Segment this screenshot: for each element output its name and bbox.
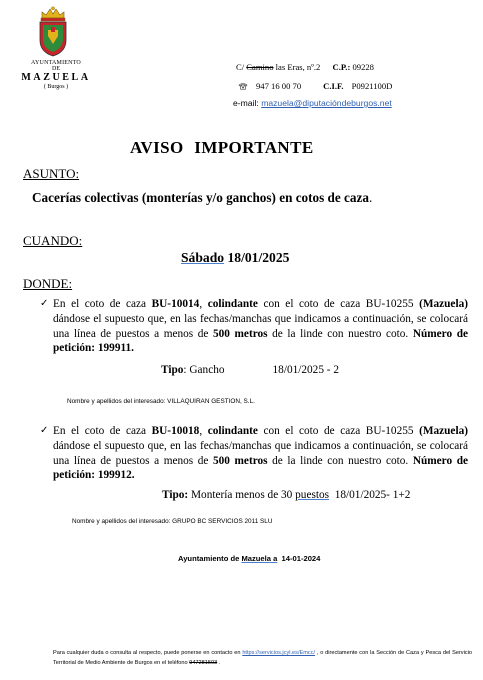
item-colindante: colindante (207, 298, 258, 310)
item-sep: , (199, 298, 208, 310)
item-metros: 500 metros (213, 327, 268, 340)
item-pre: En el coto de caza (53, 425, 152, 437)
cp-label: C.P.: (332, 62, 351, 72)
interesado-line: Nombre y apellidos del interesado: VILLAQUIRAN GESTION, S.L. (67, 398, 255, 405)
tipo-value: Montería menos de 30 (188, 489, 296, 501)
list-item-text (40, 424, 468, 483)
interesado-line: Nombre y apellidos del interesado: GRUPO BC SERVICIOS 2011 SLU (72, 518, 273, 525)
section-asunto: ASUNTO: (23, 166, 80, 181)
coat-of-arms-icon (36, 6, 70, 58)
section-cuando: CUANDO: (23, 233, 83, 248)
address-prefix: C/ (236, 62, 245, 72)
address-line (236, 62, 374, 72)
page-title: AVISO IMPORTANTE (130, 138, 314, 157)
tipo-puestos: puestos (295, 489, 330, 501)
footer-mid: , o directamente con la Sección de Caza y Pesca del Servicio Territorial de Medio Ambiente de Burgos en el teléfono (53, 650, 472, 666)
subject-text (32, 190, 372, 206)
event-day: Sábado (181, 250, 225, 265)
checkmark-icon: ✓ (40, 298, 49, 309)
list-item-text (40, 297, 468, 356)
item-peticion: Número de petición: 199912. (53, 454, 469, 482)
footer-note (53, 649, 472, 668)
item-colindante: colindante (207, 425, 258, 437)
item-metros: 500 metros (213, 454, 268, 467)
cif-label: C.I.F. (323, 81, 344, 91)
item-body: dándose el supuesto que, en las fechas/manchas que indicamos a continuación, se colocará una línea de puestos a menos de (53, 312, 468, 340)
signature-place: Mazuela a (241, 554, 278, 563)
section-donde: DONDE: (23, 276, 73, 291)
footer-phone: 947281503 (189, 659, 218, 666)
footer-link[interactable]: https://servicios.jcyl.es/Emcc/ (242, 650, 316, 656)
footer-pre: Para cualquier duda o consulta al respecto, puede ponerse en contacto en (53, 650, 243, 656)
item-sep: , (199, 425, 208, 437)
event-date-value: 18/01/2025 (227, 250, 290, 265)
address-street-struck: Camino (246, 62, 274, 72)
municipality-province: ( Burgos ) (43, 84, 69, 90)
phone-number: 947 16 00 70 (256, 81, 302, 91)
tipo-label: Tipo (161, 364, 184, 376)
email-line (233, 98, 392, 108)
telephone-icon (238, 82, 248, 90)
address-street: las Eras, nº.2 (275, 62, 321, 72)
item-post: de la linde con nuestro coto. (267, 327, 413, 340)
tipo-label: Tipo: (162, 489, 189, 501)
item-mazuela: (Mazuela) (419, 298, 468, 310)
signature-date: 14-01-2024 (277, 554, 321, 563)
municipality-name: MAZUELA (21, 72, 91, 83)
item-mid: con el coto de caza BU-10255 (257, 298, 420, 310)
tipo-date: 18/01/2025- 1+2 (329, 489, 411, 501)
item-post: de la linde con nuestro coto. (267, 454, 413, 467)
signature-line (178, 554, 320, 563)
municipality-line2: DE (52, 66, 60, 72)
email-label: e-mail: (233, 98, 259, 108)
list-item (40, 424, 468, 483)
footer-post: . (217, 659, 221, 666)
event-date (181, 250, 289, 266)
signature-pre: Ayuntamiento de (178, 554, 242, 563)
item-pre: En el coto de caza (53, 298, 152, 310)
cp-value: 09228 (352, 62, 374, 72)
tipo-value: : Gancho (183, 364, 225, 376)
tipo-line (162, 489, 410, 501)
item-peticion: Número de petición: 199911. (53, 327, 469, 355)
item-body: dándose el supuesto que, en las fechas/manchas que indicamos a continuación, se colocará una línea de puestos a menos de (53, 439, 468, 467)
item-coto: BU-10014 (151, 298, 200, 310)
subject-main: Cacerías colectivas (monterías y/o ganchos) en cotos de caza (32, 190, 369, 205)
checkmark-icon: ✓ (40, 425, 49, 436)
item-mazuela: (Mazuela) (419, 425, 468, 437)
tipo-date: 18/01/2025 - 2 (272, 364, 340, 376)
phone-line (238, 81, 392, 91)
municipality-line1: AYUNTAMIENTO (31, 60, 81, 66)
subject-end: . (368, 190, 373, 205)
tipo-line (161, 364, 339, 376)
item-mid: con el coto de caza BU-10255 (257, 425, 420, 437)
item-coto: BU-10018 (151, 425, 200, 437)
cif-value: P0921100D (351, 81, 393, 91)
email-link[interactable]: mazuela@diputacióndeburgos.net (261, 98, 392, 108)
list-item (40, 297, 468, 356)
